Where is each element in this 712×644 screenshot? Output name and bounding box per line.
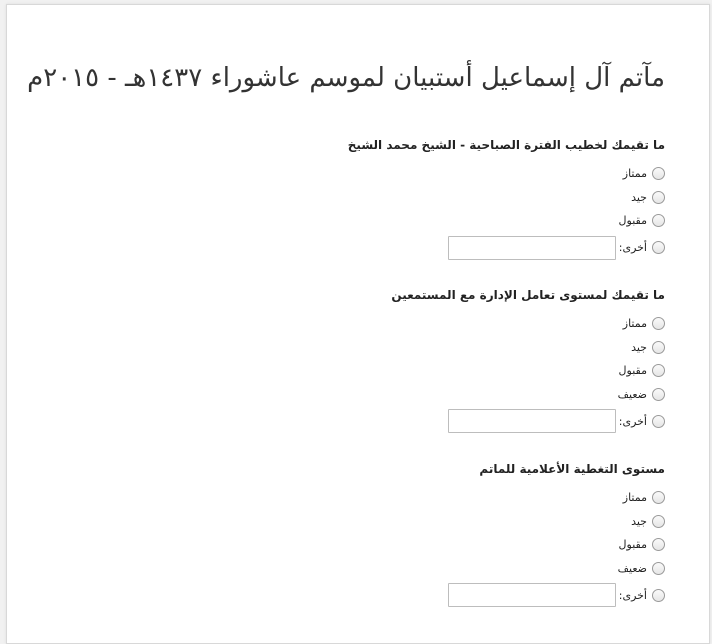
radio-button[interactable]: [652, 538, 665, 551]
option-label: مقبول: [618, 214, 647, 228]
radio-button[interactable]: [652, 341, 665, 354]
option-acceptable[interactable]: [348, 209, 665, 233]
option-label: مقبول: [618, 364, 647, 378]
option-excellent[interactable]: [391, 312, 665, 336]
option-other[interactable]: [448, 582, 665, 608]
radio-button[interactable]: [652, 214, 665, 227]
option-label: ممتاز: [622, 167, 647, 181]
question-label: مستوى التغطية الأعلامية للماتم: [479, 462, 665, 476]
option-label: أخرى:: [618, 414, 647, 428]
question-label: ما تقيمك لخطيب الفترة الصباحية - الشيخ محمد الشيخ: [347, 138, 665, 152]
radio-button[interactable]: [652, 241, 665, 254]
option-label: ممتاز: [622, 491, 647, 505]
radio-button[interactable]: [652, 167, 665, 180]
option-excellent[interactable]: [348, 162, 665, 186]
option-other[interactable]: [348, 235, 665, 261]
option-good[interactable]: [391, 336, 665, 360]
option-label: جيد: [631, 340, 647, 354]
question-3: [448, 462, 665, 608]
option-label: جيد: [631, 514, 647, 528]
other-text-input[interactable]: [448, 409, 616, 433]
question-label: ما تقيمك لمستوى تعامل الإدارة مع المستمعين: [391, 288, 665, 302]
option-label: ممتاز: [622, 317, 647, 331]
radio-button[interactable]: [652, 388, 665, 401]
radio-button[interactable]: [652, 515, 665, 528]
radio-button[interactable]: [652, 364, 665, 377]
radio-button[interactable]: [652, 191, 665, 204]
option-good[interactable]: [448, 510, 665, 534]
option-excellent[interactable]: [448, 486, 665, 510]
radio-button[interactable]: [652, 317, 665, 330]
radio-button[interactable]: [652, 415, 665, 428]
option-good[interactable]: [348, 186, 665, 210]
option-label: مقبول: [618, 538, 647, 552]
option-label: ضعيف: [617, 561, 647, 575]
radio-button[interactable]: [652, 562, 665, 575]
option-weak[interactable]: [391, 383, 665, 407]
radio-button[interactable]: [652, 491, 665, 504]
option-acceptable[interactable]: [391, 359, 665, 383]
option-acceptable[interactable]: [448, 533, 665, 557]
form-title: مآتم آل إسماعيل أستبيان لموسم عاشوراء ١٤٣٧هـ - ٢٠١٥م: [27, 63, 665, 93]
option-label: ضعيف: [617, 387, 647, 401]
option-label: جيد: [631, 190, 647, 204]
option-label: أخرى:: [618, 241, 647, 254]
question-2: [391, 288, 665, 434]
other-text-input[interactable]: [448, 583, 616, 607]
option-other[interactable]: [391, 408, 665, 434]
option-label: أخرى:: [618, 588, 647, 602]
radio-button[interactable]: [652, 589, 665, 602]
form-card: [6, 4, 710, 644]
question-1: [348, 138, 665, 261]
option-weak[interactable]: [448, 557, 665, 581]
other-text-input[interactable]: [448, 236, 616, 260]
